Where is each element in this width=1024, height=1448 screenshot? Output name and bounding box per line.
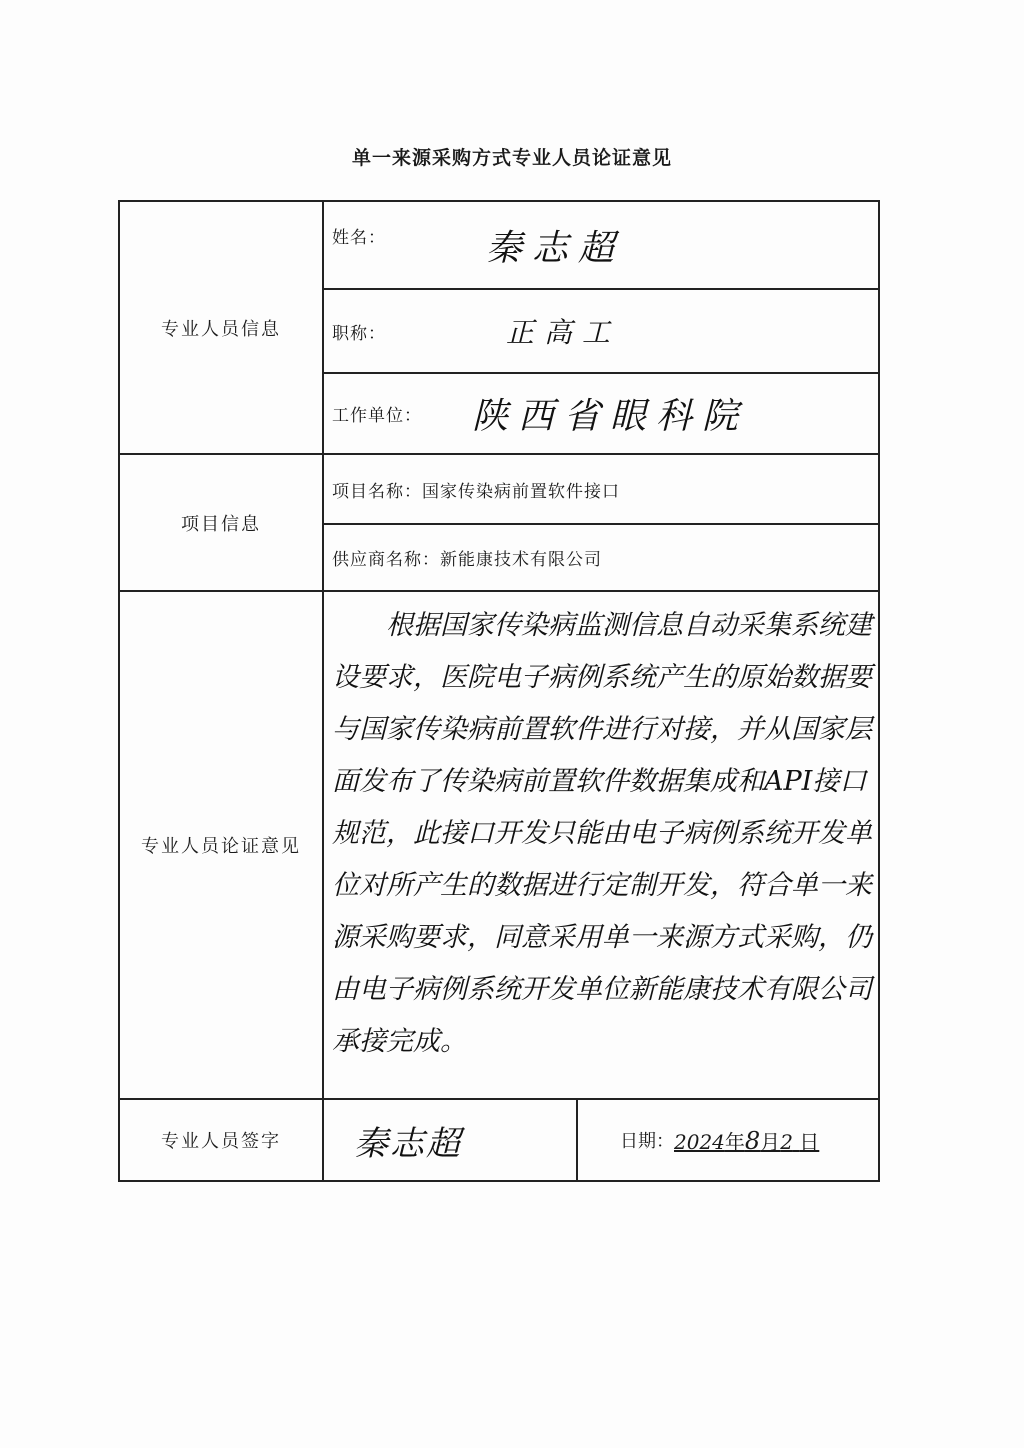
opinion-form-table: [118, 200, 880, 1182]
section-label-project-info: 项目信息: [120, 455, 324, 592]
workplace-label: 工作单位：: [332, 406, 422, 426]
date-day-unit: 日: [799, 1129, 820, 1154]
opinion-cell: [324, 592, 878, 1100]
name-value-handwritten: 秦志超: [486, 227, 625, 269]
signature-cell: [324, 1100, 578, 1180]
date-value: [674, 1126, 819, 1155]
name-label: 姓名：: [332, 227, 386, 248]
date-month-unit: 月: [760, 1129, 781, 1154]
date-cell: [578, 1100, 878, 1180]
workplace-value-handwritten: 陕西省眼科院: [472, 396, 749, 437]
opinion-text-handwritten: 根据国家传染病监测信息自动采集系统建设要求，医院电子病例系统产生的原始数据要与国家传染病前置软件进行对接，并从国家层面发布了传染病前置软件数据集成和API接口规范，此接口开发只能由电子病例系统开发单位对所产生的数据进行定制开发，符合单一来源采购要求，同意采用单一来源方式采购，仍由电子病例系统开发单位新能康技术有限公司承接完成。: [332, 610, 872, 1057]
title-row: [324, 290, 878, 374]
document-title: 单一来源采购方式专业人员论证意见: [351, 147, 672, 169]
supplier-name-row: 供应商名称：新能康技术有限公司: [324, 525, 878, 592]
title-label: 职称：: [332, 323, 386, 344]
project-name-row: 项目名称：国家传染病前置软件接口: [324, 455, 878, 525]
date-year-unit: 年: [724, 1129, 745, 1154]
signature-handwritten: 秦志超: [354, 1123, 462, 1164]
workplace-row: [324, 374, 878, 455]
date-month: 8: [744, 1126, 761, 1155]
section-label-expert-info: 专业人员信息: [120, 202, 324, 455]
name-row: [324, 202, 878, 290]
date-year: 2024: [674, 1129, 725, 1154]
date-label: 日期：: [620, 1131, 674, 1152]
section-label-signature: 专业人员签字: [120, 1100, 324, 1180]
title-value-handwritten: 正高工: [506, 316, 621, 349]
date-day: 2: [780, 1129, 793, 1154]
section-label-opinion: 专业人员论证意见: [120, 592, 324, 1100]
